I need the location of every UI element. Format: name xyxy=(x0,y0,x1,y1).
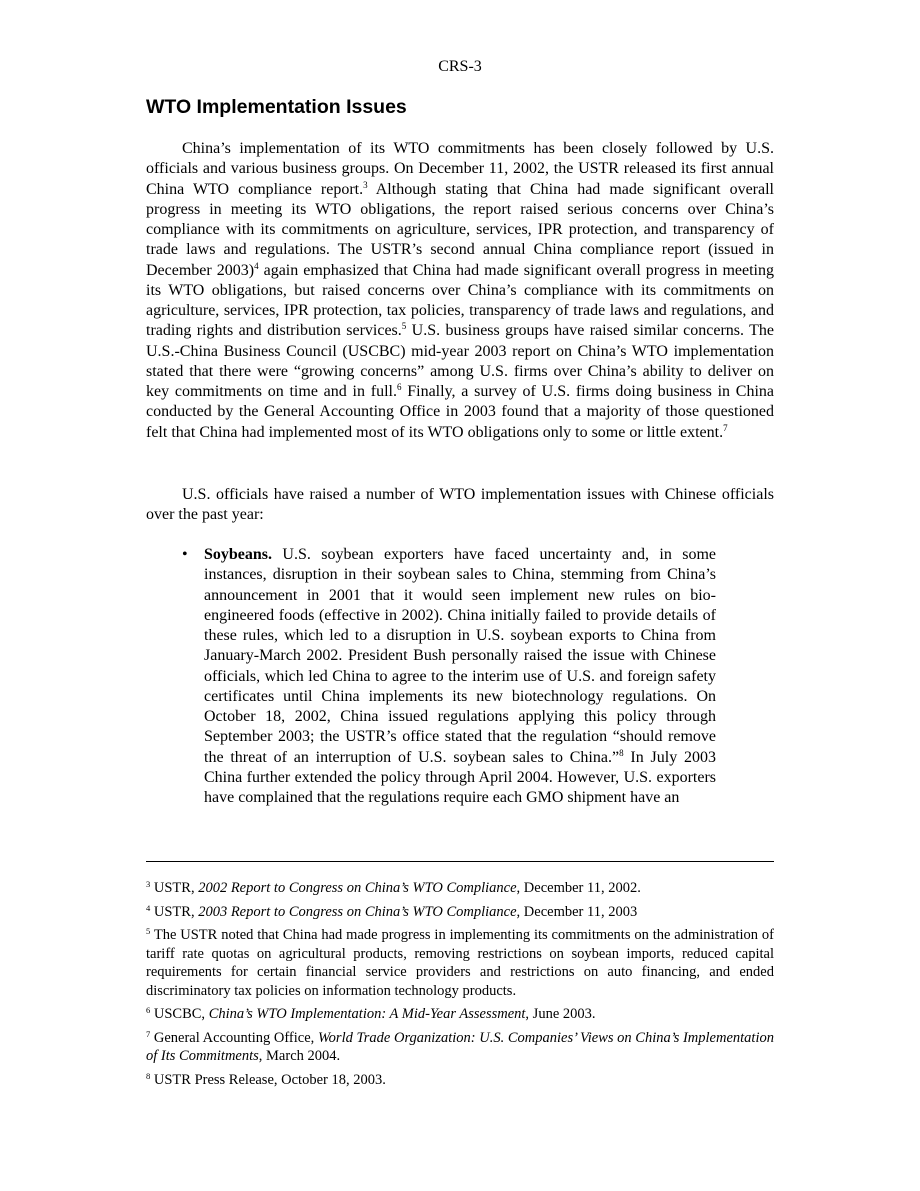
footnote-reference-8[interactable]: 8 xyxy=(619,747,624,758)
paragraph-text: Finally, a survey of U.S. firms doing business in China conducted by the General Accounting Office in 2003 found that a majority of those questioned felt that China had implemented most of its WTO obligations only to some or little extent. xyxy=(146,383,775,441)
footnote-title: China’s WTO Implementation: A Mid-Year Assessment xyxy=(208,1006,526,1022)
bullet-body: U.S. soybean exporters have faced uncertainty and, in some instances, disruption in their soybean sales to China, stemming from China’s announcement in 2001 that it would seen implement new rules on bio-engineered foods (effective in 2002). China initially failed to provide details of these rules, which led to a disruption in U.S. soybean exports to China from January-March 2002. President Bush personally raised the issue with Chinese officials, which led China to agree to the interim use of U.S. and foreign safety certificates until China implements its new biotechnology regulations. On October 18, 2002, China issued regulations applying this policy through September 2003; the USTR’s office stated that the regulation “should remove the threat of an interruption of U.S. soybean sales to China.” xyxy=(204,546,716,766)
footnote-divider xyxy=(146,861,774,862)
body-paragraph-issues-intro: U.S. officials have raised a number of WTO implementation issues with Chinese officials over the past year: xyxy=(146,486,774,524)
footnote-title: World Trade Organization: U.S. Companies’ Views on China’s Implementation of Its Commitments xyxy=(146,1029,774,1064)
body-paragraph-compliance-reports xyxy=(146,139,774,443)
bullet-body-continued: In July 2003 China further extended the policy through April 2004. However, U.S. exporters have complained that the regulations require each GMO shipment have an xyxy=(204,748,717,806)
footnote-text: , June 2003. xyxy=(525,1006,596,1022)
footnote-text: General Accounting Office, xyxy=(150,1029,318,1046)
paragraph-text: U.S. business groups have raised similar concerns. The U.S.-China Business Council (USCBC) mid-year 2003 report on China’s WTO implementation stated that there were “growing concerns” among U.S. firms over China’s ability to deliver on key commitments on time and in full. xyxy=(146,322,774,400)
footnote-title: 2003 Report to Congress on China’s WTO Compliance xyxy=(198,903,517,920)
footnote-text: , December 11, 2003 xyxy=(516,903,638,920)
page-number: CRS-3 xyxy=(438,58,482,75)
footnote-5 xyxy=(146,926,774,1000)
footnote-3 xyxy=(146,879,774,898)
footnote-reference-7[interactable]: 7 xyxy=(723,422,728,433)
footnote-8 xyxy=(146,1071,774,1090)
footnote-text: USTR, xyxy=(150,903,199,920)
paragraph-text: China’s implementation of its WTO commitments has been closely followed by U.S. officials and various business groups. On December 11, 2002, the USTR released its first annual China WTO compliance report. xyxy=(146,140,774,198)
footnote-reference-3[interactable]: 3 xyxy=(363,179,368,190)
footnote-number: 5 xyxy=(146,926,151,936)
bullet-label: Soybeans. xyxy=(204,546,273,563)
bullet-marker: • xyxy=(182,546,188,563)
bullet-text xyxy=(204,545,716,808)
footnote-text: USTR, xyxy=(150,880,199,896)
footnote-number: 7 xyxy=(146,1028,151,1039)
footnote-number: 8 xyxy=(146,1070,151,1081)
footnote-reference-4[interactable]: 4 xyxy=(254,260,259,271)
section-heading: WTO Implementation Issues xyxy=(146,96,407,118)
footnote-7 xyxy=(146,1029,774,1066)
footnote-text: USCBC, xyxy=(150,1006,209,1022)
footnote-number: 3 xyxy=(146,879,151,889)
footnote-text: USTR Press Release, October 18, 2003. xyxy=(150,1071,386,1088)
footnotes-section xyxy=(146,879,774,1094)
footnote-text: , March 2004. xyxy=(258,1048,341,1064)
footnote-reference-5[interactable]: 5 xyxy=(401,321,407,332)
footnote-title: 2002 Report to Congress on China’s WTO Compliance xyxy=(198,880,517,896)
footnote-number: 4 xyxy=(146,902,151,913)
footnote-6 xyxy=(146,1005,774,1024)
footnote-reference-6[interactable]: 6 xyxy=(396,382,402,392)
paragraph-text: Although stating that China had made significant overall progress in meeting its WTO obligations, the report raised serious concerns over China’s compliance with its commitments on agriculture, services, IPR protection, and transparency of trade laws and regulations. The USTR’s second annual China compliance report (issued in December 2003) xyxy=(146,180,774,279)
footnote-4 xyxy=(146,903,774,922)
paragraph-text: again emphasized that China had made significant overall progress in meeting its WTO obligations, but raised concerns over China’s compliance with its commitments on agriculture, services, IPR protection, tax policies, transparency of trade laws and regulations, and trading rights and distribution services. xyxy=(146,261,774,340)
footnote-text: The USTR noted that China had made progress in implementing its commitments on the administration of tariff rate quotas on agricultural products, removing restrictions on soybean imports, reduced capital requirements for certain financial service providers and restrictions on auto financing, and ended discriminatory tax policies on information technology products. xyxy=(146,927,774,999)
footnote-number: 6 xyxy=(146,1005,151,1015)
footnote-text: , December 11, 2002. xyxy=(516,880,641,896)
